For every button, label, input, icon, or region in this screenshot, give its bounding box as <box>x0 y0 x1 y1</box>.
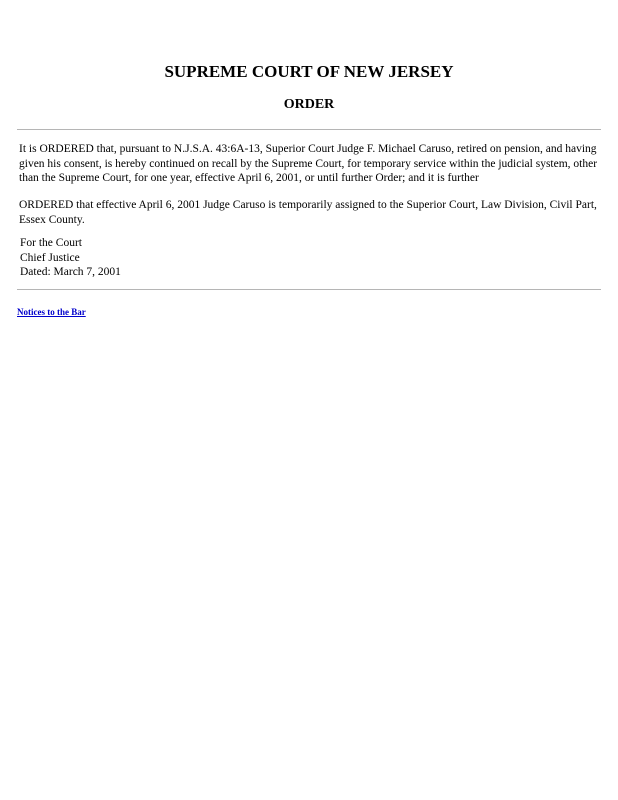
order-paragraph-1: It is ORDERED that, pursuant to N.J.S.A. 43:6A-13, Superior Court Judge F. Michael Caruso, retired on pension, and having given his consent, is hereby continued on recall by the Supreme Court, for temporary service within the judicial system, other than the Supreme Court, for one year, effective April 6, 2001, or until further Order; and it is further <box>19 143 598 185</box>
signature-block <box>20 236 121 280</box>
order-paragraph-2: ORDERED that effective April 6, 2001 Judge Caruso is temporarily assigned to the Superior Court, Law Division, Civil Part, Essex County. <box>19 199 597 226</box>
top-divider <box>17 129 601 130</box>
signature-for-the-court: For the Court <box>20 237 82 249</box>
notices-to-the-bar-link[interactable]: Notices to the Bar <box>17 307 86 317</box>
page-title: SUPREME COURT OF NEW JERSEY <box>164 62 454 81</box>
signature-chief-justice: Chief Justice <box>20 251 80 264</box>
bottom-divider <box>17 289 601 290</box>
document-heading-order: ORDER <box>283 97 335 112</box>
signature-date: Dated: March 7, 2001 <box>20 266 121 278</box>
